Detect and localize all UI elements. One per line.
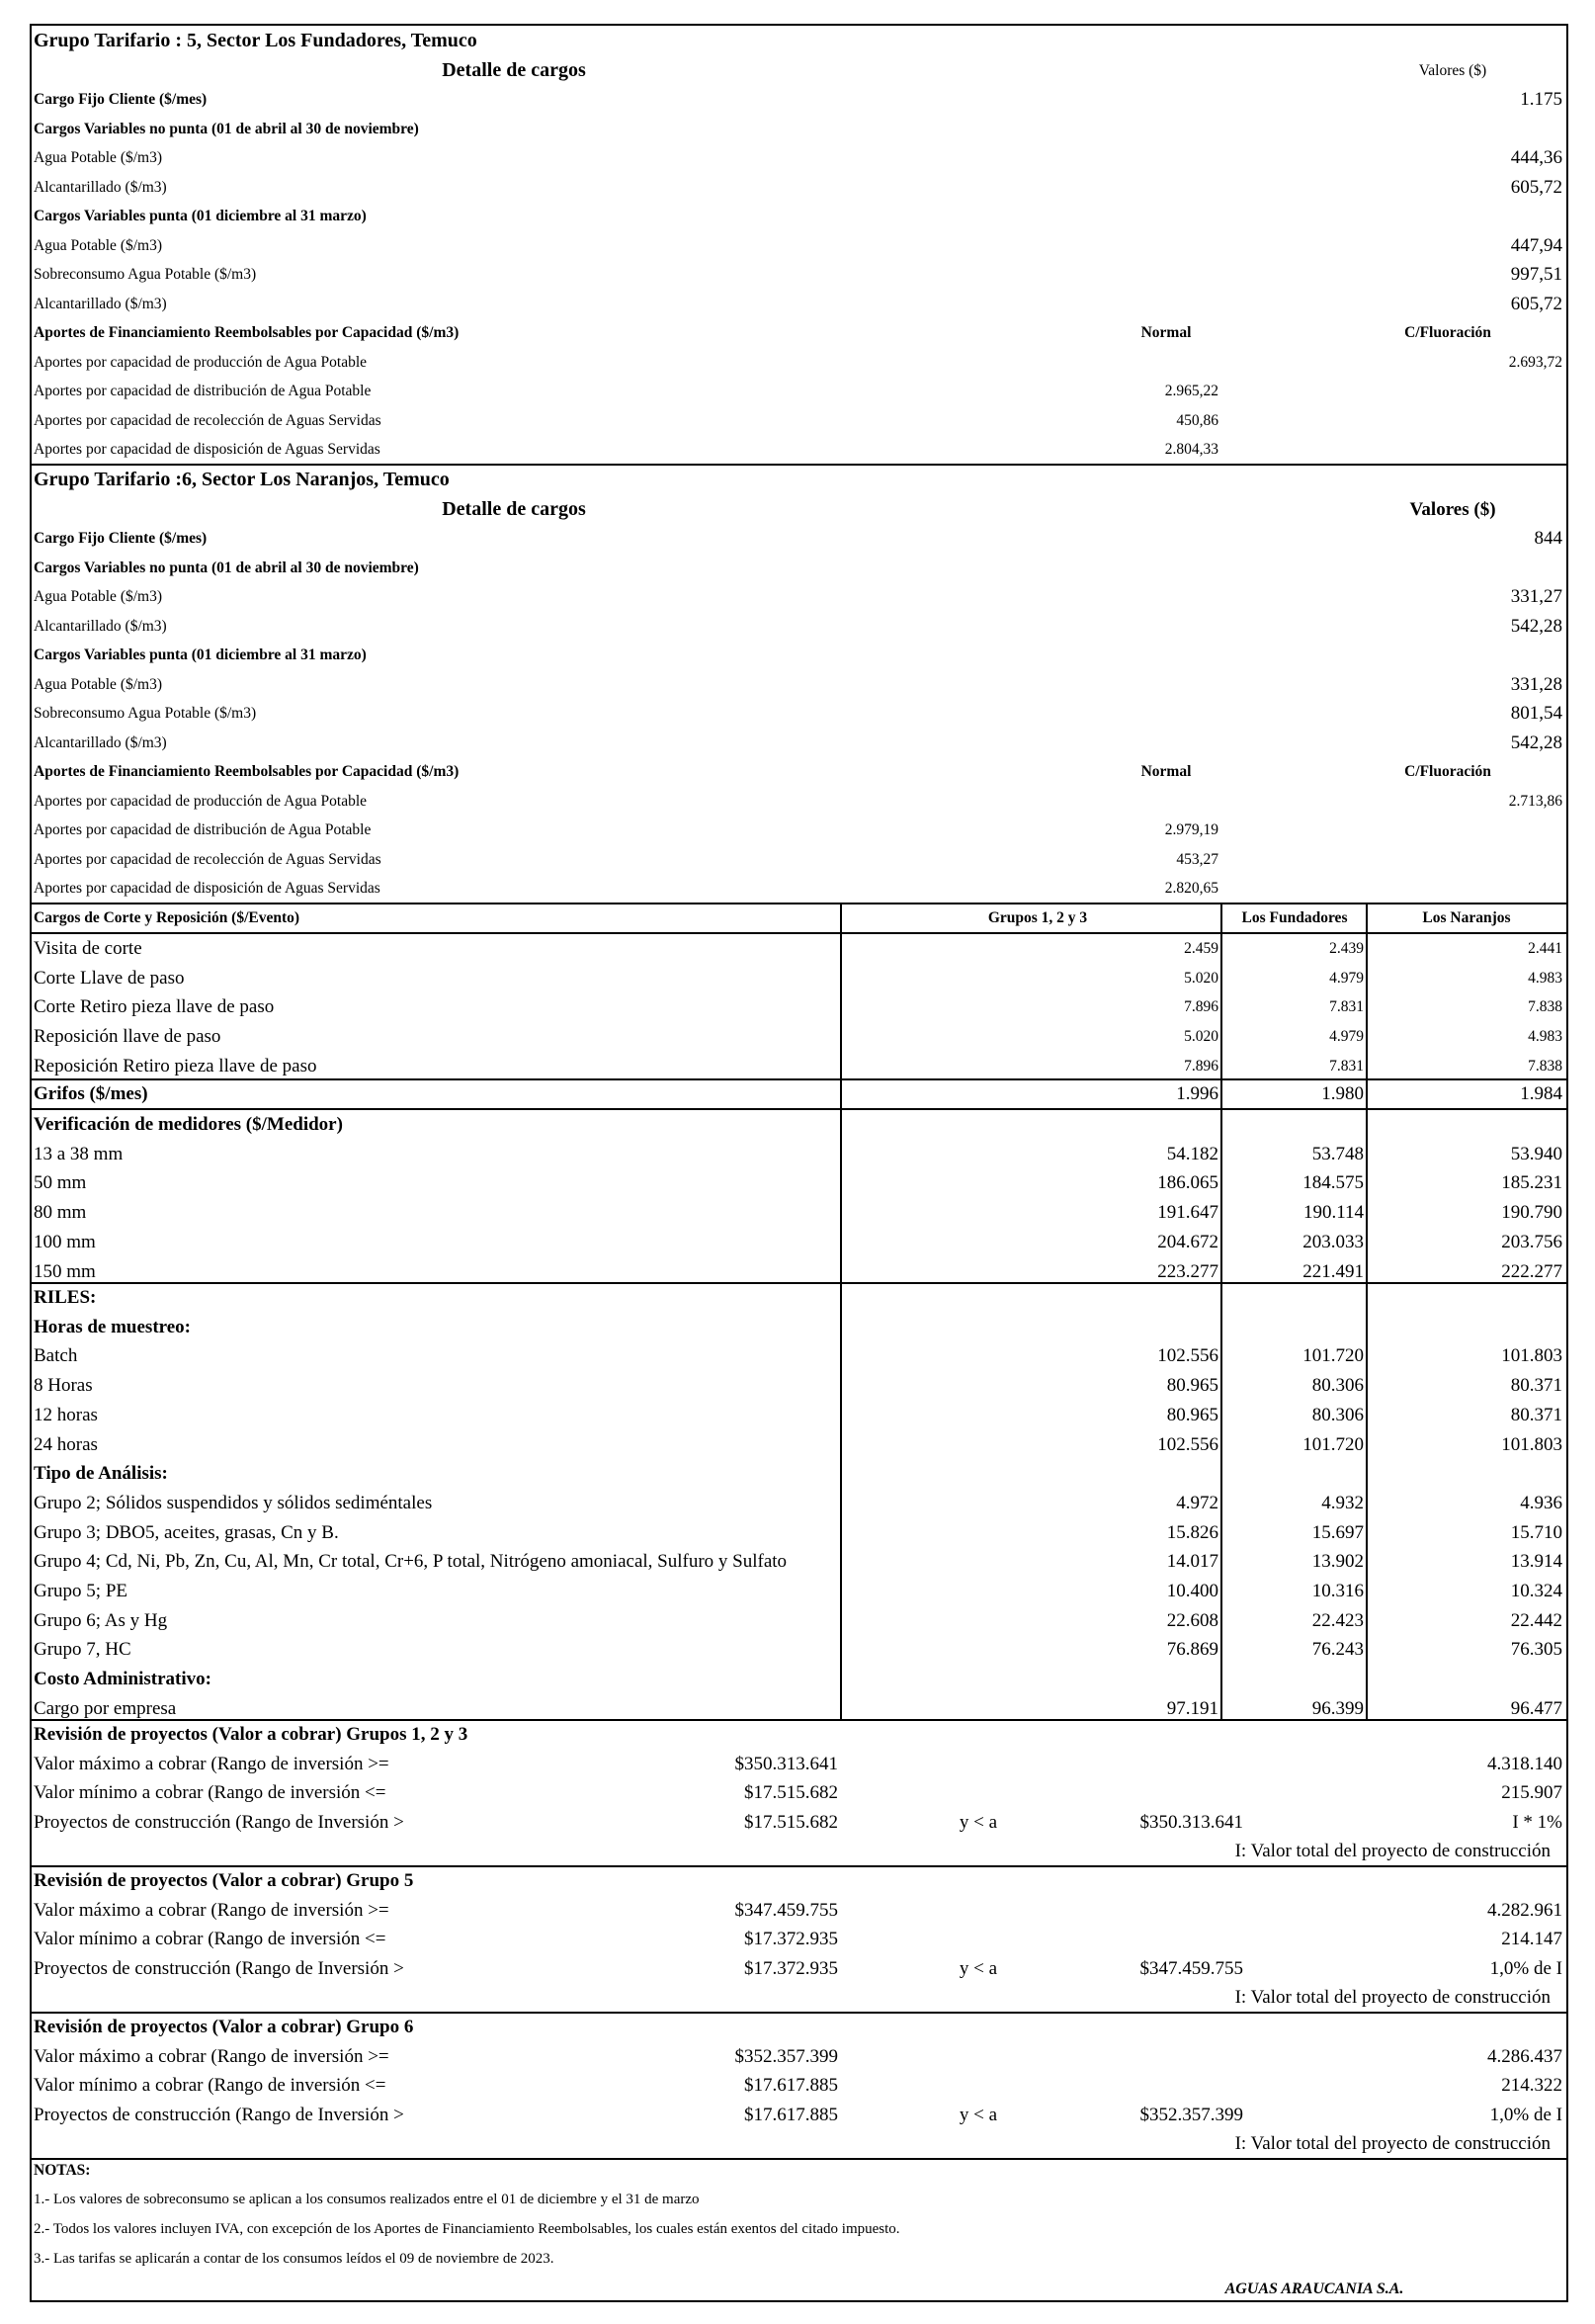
value-los-fundadores: 203.033 bbox=[1302, 1231, 1364, 1252]
row-value: 2.979,19 bbox=[1164, 821, 1218, 838]
section-label: Aportes de Financiamiento Reembolsables por Capacidad ($/m3) bbox=[34, 763, 460, 780]
revision-note-row bbox=[30, 1837, 1568, 1865]
row-value: 2.804,33 bbox=[1164, 441, 1218, 458]
range-amount: $17.617.885 bbox=[744, 2075, 838, 2097]
value-los-naranjos: 15.710 bbox=[1510, 1521, 1562, 1543]
table-row bbox=[30, 845, 1568, 874]
row-label: Cargo Fijo Cliente ($/mes) bbox=[34, 91, 208, 108]
table-row bbox=[30, 1778, 1568, 1807]
row-label: Sobreconsumo Agua Potable ($/m3) bbox=[34, 266, 257, 283]
group-title-row bbox=[30, 27, 1568, 55]
value-los-fundadores: 4.932 bbox=[1321, 1492, 1364, 1513]
table-row bbox=[30, 1635, 1568, 1664]
column-divider bbox=[1220, 904, 1222, 1720]
row-label: Aportes por capacidad de disposición de Aguas Servidas bbox=[34, 880, 380, 897]
table-row bbox=[30, 1577, 1568, 1605]
notas-heading: NOTAS: bbox=[34, 2162, 91, 2179]
row-label: Grupo 3; DBO5, aceites, grasas, Cn y B. bbox=[34, 1521, 339, 1543]
nota-row bbox=[30, 2245, 1568, 2274]
value-grupos-123: 80.965 bbox=[1166, 1375, 1218, 1397]
detalle-row bbox=[30, 56, 1568, 85]
value-los-fundadores: 1.980 bbox=[1321, 1083, 1364, 1104]
value-los-fundadores: 7.831 bbox=[1329, 998, 1364, 1016]
value-los-fundadores: 2.439 bbox=[1329, 940, 1364, 957]
range-connector: y < a bbox=[959, 2104, 998, 2125]
table-row bbox=[30, 816, 1568, 844]
group-title: Grupo Tarifario : 5, Sector Los Fundadores, Temuco bbox=[34, 30, 477, 51]
value-los-fundadores: 7.831 bbox=[1329, 1057, 1364, 1075]
value-los-naranjos: 185.231 bbox=[1501, 1172, 1562, 1194]
col-grupos-123: Grupos 1, 2 y 3 bbox=[987, 909, 1088, 926]
row-label: 150 mm bbox=[34, 1260, 96, 1282]
row-value: 801,54 bbox=[1510, 703, 1562, 724]
value-los-naranjos: 96.477 bbox=[1510, 1697, 1562, 1719]
table-row bbox=[30, 524, 1568, 553]
table-row bbox=[30, 348, 1568, 377]
value-los-fundadores: 190.114 bbox=[1302, 1202, 1364, 1224]
row-label: Corte Retiro pieza llave de paso bbox=[34, 996, 275, 1018]
range-amount: $17.372.935 bbox=[744, 1957, 838, 1979]
row-label: Valor mínimo a cobrar (Rango de inversión <= bbox=[34, 1929, 386, 1950]
table-row bbox=[30, 260, 1568, 289]
valores-heading: Valores ($) bbox=[1409, 498, 1496, 520]
table-row bbox=[30, 318, 1568, 347]
value-los-naranjos: 2.441 bbox=[1528, 940, 1562, 957]
row-label: Aportes por capacidad de disposición de Aguas Servidas bbox=[34, 441, 380, 458]
riles-title-row bbox=[30, 1283, 1568, 1312]
row-label: Aportes por capacidad de producción de Agua Potable bbox=[34, 353, 368, 371]
row-label: Valor mínimo a cobrar (Rango de inversión <= bbox=[34, 1782, 386, 1804]
value-los-fundadores: 101.720 bbox=[1302, 1345, 1364, 1367]
row-label: Agua Potable ($/m3) bbox=[34, 236, 163, 254]
row-value: 4.286.437 bbox=[1487, 2045, 1562, 2067]
value-grupos-123: 102.556 bbox=[1157, 1345, 1218, 1367]
table-row bbox=[30, 231, 1568, 260]
revision-title: Revisión de proyectos (Valor a cobrar) Grupo 6 bbox=[34, 2017, 414, 2037]
row-label: Cargo Fijo Cliente ($/mes) bbox=[34, 530, 208, 547]
table-row bbox=[30, 1052, 1568, 1080]
row-value: 1,0% de I bbox=[1489, 1957, 1562, 1979]
table-row bbox=[30, 1198, 1568, 1227]
row-value: 450,86 bbox=[1176, 411, 1218, 429]
analisis-heading: Tipo de Análisis: bbox=[34, 1463, 168, 1485]
row-value: 844 bbox=[1534, 528, 1562, 549]
medidores-heading: Verificación de medidores ($/Medidor) bbox=[34, 1114, 343, 1135]
value-los-naranjos: 10.324 bbox=[1510, 1581, 1562, 1601]
range-amount: $347.459.755 bbox=[734, 1899, 838, 1921]
row-label: Sobreconsumo Agua Potable ($/m3) bbox=[34, 705, 257, 722]
revision-title-row bbox=[30, 1866, 1568, 1895]
revision-title: Revisión de proyectos (Valor a cobrar) Grupo 5 bbox=[34, 1870, 414, 1891]
row-value: 542,28 bbox=[1510, 732, 1562, 753]
table-row bbox=[30, 1518, 1568, 1547]
table-row bbox=[30, 787, 1568, 816]
table-row bbox=[30, 1168, 1568, 1197]
medidores-title-row bbox=[30, 1110, 1568, 1139]
revision-title-row bbox=[30, 2013, 1568, 2041]
table-row bbox=[30, 1808, 1568, 1837]
row-label: Aportes por capacidad de producción de Agua Potable bbox=[34, 792, 368, 810]
row-label: Aportes por capacidad de recolección de Aguas Servidas bbox=[34, 411, 381, 429]
range-amount: $350.313.641 bbox=[1139, 1811, 1243, 1833]
row-value: 1,0% de I bbox=[1489, 2104, 1562, 2125]
row-label: Cargo por empresa bbox=[34, 1697, 177, 1719]
row-value: 997,51 bbox=[1510, 264, 1562, 285]
notas-title-row bbox=[30, 2156, 1568, 2185]
section-label: Cargos Variables punta (01 diciembre al 31 marzo) bbox=[34, 646, 367, 663]
nota-item: 3.- Las tarifas se aplicarán a contar de los consumos leídos el 09 de noviembre de 2023. bbox=[34, 2251, 554, 2267]
row-value: 214.147 bbox=[1501, 1929, 1562, 1950]
value-grupos-123: 223.277 bbox=[1157, 1260, 1218, 1282]
value-grupos-123: 14.017 bbox=[1166, 1551, 1218, 1573]
table-row bbox=[30, 85, 1568, 114]
row-label: 13 a 38 mm bbox=[34, 1143, 124, 1164]
col-los-naranjos: Los Naranjos bbox=[1422, 909, 1511, 926]
row-label: Grupo 5; PE bbox=[34, 1581, 127, 1601]
value-los-naranjos: 101.803 bbox=[1501, 1433, 1562, 1455]
row-label: 8 Horas bbox=[34, 1375, 93, 1397]
row-label: Aportes por capacidad de distribución de Agua Potable bbox=[34, 383, 372, 399]
group-title-row bbox=[30, 466, 1568, 494]
row-value: 4.318.140 bbox=[1487, 1753, 1562, 1774]
revision-note: I: Valor total del proyecto de construcción bbox=[1234, 1987, 1551, 2009]
valores-heading: Valores ($) bbox=[1418, 61, 1487, 79]
company-signature: AGUAS ARAUCANIA S.A. bbox=[1224, 2281, 1404, 2297]
row-value: 453,27 bbox=[1176, 850, 1218, 868]
table-row bbox=[30, 554, 1568, 582]
table-row bbox=[30, 290, 1568, 318]
grifos-row bbox=[30, 1079, 1568, 1108]
table-row bbox=[30, 757, 1568, 786]
table-row bbox=[30, 670, 1568, 699]
revision-note: I: Valor total del proyecto de construcción bbox=[1234, 2133, 1551, 2155]
table-row bbox=[30, 1371, 1568, 1400]
range-amount: $17.515.682 bbox=[744, 1782, 838, 1804]
value-los-naranjos: 7.838 bbox=[1528, 1057, 1562, 1075]
group-title: Grupo Tarifario :6, Sector Los Naranjos, Temuco bbox=[34, 469, 450, 490]
value-grupos-123: 76.869 bbox=[1166, 1639, 1218, 1661]
revision-title-row bbox=[30, 1720, 1568, 1749]
table-row bbox=[30, 2101, 1568, 2129]
horas-heading: Horas de muestreo: bbox=[34, 1316, 192, 1337]
row-value: 215.907 bbox=[1501, 1782, 1562, 1804]
table-row bbox=[30, 406, 1568, 435]
value-grupos-123: 2.459 bbox=[1184, 940, 1218, 957]
row-label: Corte Llave de paso bbox=[34, 967, 185, 989]
value-los-fundadores: 22.423 bbox=[1311, 1609, 1364, 1631]
section-label: Cargos Variables punta (01 diciembre al 31 marzo) bbox=[34, 208, 367, 224]
value-grupos-123: 7.896 bbox=[1184, 1057, 1218, 1075]
range-connector: y < a bbox=[959, 1811, 998, 1833]
table-row bbox=[30, 1606, 1568, 1635]
row-value: 331,28 bbox=[1510, 673, 1562, 695]
table-row bbox=[30, 1022, 1568, 1051]
table-row bbox=[30, 641, 1568, 669]
value-grupos-123: 54.182 bbox=[1166, 1143, 1218, 1164]
table-row bbox=[30, 1547, 1568, 1576]
detalle-heading: Detalle de cargos bbox=[442, 497, 586, 520]
row-label: Batch bbox=[34, 1345, 78, 1367]
row-value: 542,28 bbox=[1510, 615, 1562, 637]
row-value: 1.175 bbox=[1520, 89, 1562, 110]
row-label: Aportes por capacidad de distribución de Agua Potable bbox=[34, 821, 372, 838]
table-row bbox=[30, 699, 1568, 728]
analisis-title-row bbox=[30, 1459, 1568, 1488]
nota-item: 2.- Todos los valores incluyen IVA, con excepción de los Aportes de Financiamiento Reembolsables, los cuales están exentos del citado impuesto. bbox=[34, 2221, 900, 2237]
value-grupos-123: 186.065 bbox=[1157, 1172, 1218, 1194]
table-row bbox=[30, 992, 1568, 1021]
value-los-fundadores: 53.748 bbox=[1311, 1143, 1364, 1164]
value-los-fundadores: 10.316 bbox=[1311, 1581, 1364, 1601]
value-los-naranjos: 53.940 bbox=[1510, 1143, 1562, 1164]
col-los-fundadores: Los Fundadores bbox=[1241, 909, 1348, 926]
revision-title: Revisión de proyectos (Valor a cobrar) Grupos 1, 2 y 3 bbox=[34, 1724, 468, 1745]
value-grupos-123: 7.896 bbox=[1184, 998, 1218, 1016]
table-row bbox=[30, 1896, 1568, 1925]
fluor-heading: C/Fluoración bbox=[1404, 324, 1491, 341]
value-los-naranjos: 101.803 bbox=[1501, 1345, 1562, 1367]
row-value: 605,72 bbox=[1510, 293, 1562, 314]
range-amount: $347.459.755 bbox=[1139, 1957, 1243, 1979]
row-value: 4.282.961 bbox=[1487, 1899, 1562, 1921]
range-amount: $17.372.935 bbox=[744, 1929, 838, 1950]
table-row bbox=[30, 1401, 1568, 1429]
value-los-fundadores: 96.399 bbox=[1311, 1697, 1364, 1719]
normal-heading: Normal bbox=[1140, 324, 1192, 341]
value-los-naranjos: 203.756 bbox=[1501, 1231, 1562, 1252]
revision-note: I: Valor total del proyecto de construcción bbox=[1234, 1841, 1551, 1862]
riles-heading: RILES: bbox=[34, 1287, 97, 1308]
row-value: 447,94 bbox=[1510, 234, 1562, 256]
row-value: 214.322 bbox=[1501, 2075, 1562, 2097]
row-label: Reposición llave de paso bbox=[34, 1026, 221, 1048]
table-row bbox=[30, 1341, 1568, 1370]
row-label: Proyectos de construcción (Rango de Inversión > bbox=[34, 1957, 404, 1979]
value-los-naranjos: 13.914 bbox=[1510, 1551, 1562, 1573]
value-los-fundadores: 4.979 bbox=[1329, 1028, 1364, 1046]
row-value: 2.713,86 bbox=[1508, 792, 1562, 810]
row-label: Alcantarillado ($/m3) bbox=[34, 178, 167, 196]
row-label: 80 mm bbox=[34, 1202, 87, 1224]
value-grupos-123: 15.826 bbox=[1166, 1521, 1218, 1543]
table-row bbox=[30, 202, 1568, 230]
value-los-naranjos: 4.936 bbox=[1520, 1492, 1562, 1513]
value-los-naranjos: 1.984 bbox=[1520, 1083, 1562, 1104]
value-grupos-123: 4.972 bbox=[1176, 1492, 1218, 1513]
signature-row bbox=[30, 2275, 1568, 2303]
revision-note-row bbox=[30, 1983, 1568, 2012]
value-los-fundadores: 15.697 bbox=[1311, 1521, 1364, 1543]
value-grupos-123: 5.020 bbox=[1184, 969, 1218, 987]
value-los-naranjos: 76.305 bbox=[1510, 1639, 1562, 1661]
revision-note-row bbox=[30, 2129, 1568, 2158]
row-value: 2.693,72 bbox=[1508, 353, 1562, 371]
value-los-naranjos: 80.371 bbox=[1510, 1404, 1562, 1425]
table-row bbox=[30, 582, 1568, 611]
table-row bbox=[30, 1489, 1568, 1517]
nota-row bbox=[30, 2215, 1568, 2244]
value-grupos-123: 204.672 bbox=[1157, 1231, 1218, 1252]
row-label: Reposición Retiro pieza llave de paso bbox=[34, 1055, 317, 1076]
value-grupos-123: 97.191 bbox=[1166, 1697, 1218, 1719]
range-amount: $17.617.885 bbox=[744, 2104, 838, 2125]
table-row bbox=[30, 1228, 1568, 1256]
row-label: Valor máximo a cobrar (Rango de inversión >= bbox=[34, 2045, 389, 2067]
row-value: I * 1% bbox=[1512, 1811, 1562, 1833]
value-los-fundadores: 184.575 bbox=[1302, 1172, 1364, 1194]
table-row bbox=[30, 964, 1568, 992]
detalle-row bbox=[30, 495, 1568, 524]
value-los-fundadores: 80.306 bbox=[1311, 1404, 1364, 1425]
table-row bbox=[30, 729, 1568, 757]
range-amount: $352.357.399 bbox=[1139, 2104, 1243, 2125]
table-row bbox=[30, 173, 1568, 202]
value-los-fundadores: 76.243 bbox=[1311, 1639, 1364, 1661]
corte-heading: Cargos de Corte y Reposición ($/Evento) bbox=[34, 909, 300, 926]
row-label: Grupo 7, HC bbox=[34, 1639, 131, 1661]
value-los-fundadores: 80.306 bbox=[1311, 1375, 1364, 1397]
value-los-naranjos: 80.371 bbox=[1510, 1375, 1562, 1397]
value-grupos-123: 5.020 bbox=[1184, 1028, 1218, 1046]
row-label: Agua Potable ($/m3) bbox=[34, 675, 163, 693]
row-label: Proyectos de construcción (Rango de Inversión > bbox=[34, 1811, 404, 1833]
table-row bbox=[30, 934, 1568, 963]
row-label: Grupo 6; As y Hg bbox=[34, 1609, 168, 1631]
row-label: Alcantarillado ($/m3) bbox=[34, 617, 167, 635]
row-label: Visita de corte bbox=[34, 938, 142, 959]
value-los-naranjos: 222.277 bbox=[1501, 1260, 1562, 1282]
row-label: Agua Potable ($/m3) bbox=[34, 588, 163, 605]
range-connector: y < a bbox=[959, 1957, 998, 1979]
value-los-naranjos: 7.838 bbox=[1528, 998, 1562, 1016]
nota-item: 1.- Los valores de sobreconsumo se aplican a los consumos realizados entre el 01 de diciembre y el 31 de marzo bbox=[34, 2192, 700, 2207]
value-los-fundadores: 4.979 bbox=[1329, 969, 1364, 987]
row-label: Valor máximo a cobrar (Rango de inversión >= bbox=[34, 1753, 389, 1774]
table-row bbox=[30, 435, 1568, 464]
row-label: Proyectos de construcción (Rango de Inversión > bbox=[34, 2104, 404, 2125]
row-label: 24 horas bbox=[34, 1433, 98, 1455]
row-label: Grifos ($/mes) bbox=[34, 1083, 148, 1104]
table-row bbox=[30, 1954, 1568, 1983]
normal-heading: Normal bbox=[1140, 763, 1192, 780]
section-label: Cargos Variables no punta (01 de abril al 30 de noviembre) bbox=[34, 559, 419, 576]
value-los-fundadores: 13.902 bbox=[1311, 1551, 1364, 1573]
costo-title-row bbox=[30, 1665, 1568, 1693]
row-label: Grupo 4; Cd, Ni, Pb, Zn, Cu, Al, Mn, Cr total, Cr+6, P total, Nitrógeno amoniacal, Sulfuro y Sulfato bbox=[34, 1551, 788, 1573]
horas-title-row bbox=[30, 1313, 1568, 1341]
table-row bbox=[30, 2071, 1568, 2100]
row-label: Valor mínimo a cobrar (Rango de inversión <= bbox=[34, 2075, 386, 2097]
row-value: 331,27 bbox=[1510, 586, 1562, 607]
value-los-fundadores: 221.491 bbox=[1302, 1260, 1364, 1282]
column-divider bbox=[840, 904, 842, 1720]
fluor-heading: C/Fluoración bbox=[1404, 763, 1491, 780]
value-grupos-123: 10.400 bbox=[1166, 1581, 1218, 1601]
row-label: Grupo 2; Sólidos suspendidos y sólidos sediméntales bbox=[34, 1492, 433, 1513]
row-label: 100 mm bbox=[34, 1231, 96, 1252]
table-row bbox=[30, 2042, 1568, 2071]
table-row bbox=[30, 1140, 1568, 1168]
value-grupos-123: 22.608 bbox=[1166, 1609, 1218, 1631]
table-row bbox=[30, 1430, 1568, 1459]
section-label: Aportes de Financiamiento Reembolsables por Capacidad ($/m3) bbox=[34, 324, 460, 341]
corte-header-row bbox=[30, 904, 1568, 932]
value-grupos-123: 191.647 bbox=[1157, 1202, 1218, 1224]
row-label: Aportes por capacidad de recolección de Aguas Servidas bbox=[34, 850, 381, 868]
costo-heading: Costo Administrativo: bbox=[34, 1669, 211, 1690]
row-label: 50 mm bbox=[34, 1172, 87, 1194]
range-amount: $352.357.399 bbox=[734, 2045, 838, 2067]
section-label: Cargos Variables no punta (01 de abril al 30 de noviembre) bbox=[34, 120, 419, 137]
row-label: 12 horas bbox=[34, 1404, 98, 1425]
value-grupos-123: 80.965 bbox=[1166, 1404, 1218, 1425]
table-row bbox=[30, 1925, 1568, 1953]
row-value: 444,36 bbox=[1510, 147, 1562, 168]
table-row bbox=[30, 1750, 1568, 1778]
value-los-naranjos: 22.442 bbox=[1510, 1609, 1562, 1631]
value-los-naranjos: 190.790 bbox=[1501, 1202, 1562, 1224]
value-grupos-123: 102.556 bbox=[1157, 1433, 1218, 1455]
detalle-heading: Detalle de cargos bbox=[442, 58, 586, 81]
value-los-naranjos: 4.983 bbox=[1528, 969, 1562, 987]
value-grupos-123: 1.996 bbox=[1176, 1083, 1218, 1104]
row-value: 2.820,65 bbox=[1164, 880, 1218, 897]
row-label: Agua Potable ($/m3) bbox=[34, 149, 163, 166]
column-divider bbox=[1366, 904, 1368, 1720]
table-row bbox=[30, 143, 1568, 172]
table-row bbox=[30, 115, 1568, 143]
row-value: 605,72 bbox=[1510, 176, 1562, 198]
row-label: Alcantarillado ($/m3) bbox=[34, 295, 167, 312]
range-amount: $17.515.682 bbox=[744, 1811, 838, 1833]
row-label: Valor máximo a cobrar (Rango de inversión >= bbox=[34, 1899, 389, 1921]
range-amount: $350.313.641 bbox=[734, 1753, 838, 1774]
table-row bbox=[30, 377, 1568, 405]
value-los-fundadores: 101.720 bbox=[1302, 1433, 1364, 1455]
nota-row bbox=[30, 2186, 1568, 2214]
table-row bbox=[30, 874, 1568, 903]
table-row bbox=[30, 612, 1568, 641]
row-label: Alcantarillado ($/m3) bbox=[34, 733, 167, 751]
value-los-naranjos: 4.983 bbox=[1528, 1028, 1562, 1046]
row-value: 2.965,22 bbox=[1164, 383, 1218, 399]
